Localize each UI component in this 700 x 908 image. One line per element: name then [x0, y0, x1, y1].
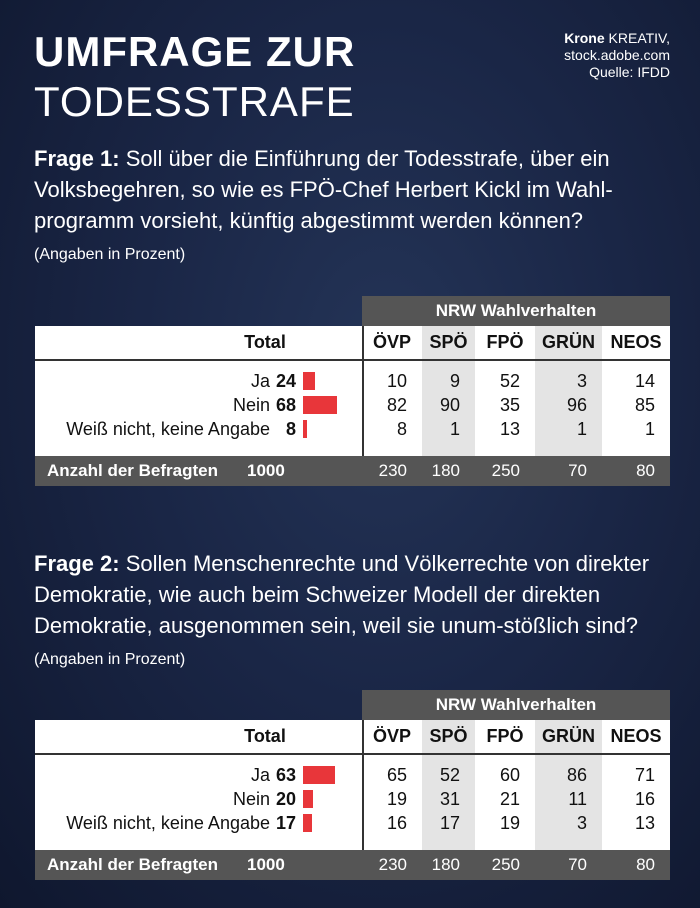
table-cell: 85 [634, 395, 655, 415]
respondents-total: 1000 [247, 855, 285, 874]
divider [35, 359, 670, 361]
credit-stock: stock.adobe.com [564, 47, 670, 63]
table-cell: 17 [439, 813, 460, 833]
credit-rest: KREATIV, [604, 30, 670, 46]
row-label: Nein [232, 789, 270, 809]
respondents-count: 230 [378, 855, 407, 874]
table-2 [35, 690, 670, 880]
column-header: NEOS [610, 726, 662, 746]
table-body [35, 720, 670, 850]
table-cell: 13 [499, 419, 520, 439]
total-header: Total [244, 332, 286, 352]
question-2 [34, 548, 674, 675]
column-header: GRÜN [542, 726, 595, 746]
row-total: 63 [275, 765, 296, 785]
total-bar [303, 396, 337, 414]
column-header: NEOS [610, 332, 662, 352]
table-cell: 1 [644, 419, 655, 439]
question-1 [34, 143, 674, 270]
question-1-note: (Angaben in Prozent) [34, 246, 186, 263]
table-cell: 3 [576, 371, 587, 391]
total-bar [303, 420, 307, 438]
table-cell: 86 [566, 765, 587, 785]
table-cell: 8 [396, 419, 407, 439]
respondents-count: 80 [636, 855, 655, 874]
table-cell: 60 [499, 765, 520, 785]
respondents-count: 250 [491, 855, 520, 874]
table-cell: 1 [449, 419, 460, 439]
table-cell: 3 [576, 813, 587, 833]
respondents-label: Anzahl der Befragten [47, 855, 218, 874]
respondents-count: 230 [378, 461, 407, 480]
total-bar [303, 766, 335, 784]
table-body [35, 326, 670, 456]
credit-source: Quelle: IFDD [589, 64, 670, 80]
column-header: ÖVP [372, 726, 411, 746]
row-total: 8 [285, 419, 296, 439]
row-label: Ja [250, 371, 270, 391]
respondents-count: 70 [568, 855, 587, 874]
respondents-row [35, 456, 670, 486]
group-header: NRW Wahlverhalten [362, 296, 670, 326]
row-label: Weiß nicht, keine Angabe [66, 813, 270, 833]
credit-brand: Krone [564, 30, 605, 46]
row-label: Nein [232, 395, 270, 415]
table-cell: 19 [499, 813, 520, 833]
table-cell: 82 [386, 395, 407, 415]
credits [564, 30, 670, 81]
table-cell: 19 [386, 789, 407, 809]
table-cell: 31 [439, 789, 460, 809]
respondents-row [35, 850, 670, 880]
table-cell: 11 [568, 789, 587, 809]
row-total: 24 [275, 371, 296, 391]
row-total: 68 [275, 395, 296, 415]
table-cell: 65 [386, 765, 407, 785]
title-line-2: TODESSTRAFE [34, 78, 355, 125]
question-1-text: Soll über die Einführung der Todesstrafe, über ein Volksbegehren, so wie es FPÖ-Chef Herbert Kickl im Wahl-programm vorsieht, künftig abgestimmt werden können? [34, 146, 613, 233]
table-cell: 52 [499, 371, 520, 391]
group-header: NRW Wahlverhalten [362, 690, 670, 720]
question-2-note: (Angaben in Prozent) [34, 651, 186, 668]
total-bar [303, 790, 313, 808]
respondents-count: 80 [636, 461, 655, 480]
respondents-count: 180 [431, 855, 460, 874]
column-header: FPÖ [486, 332, 524, 352]
column-header: ÖVP [372, 332, 411, 352]
table-cell: 16 [634, 789, 655, 809]
table-cell: 21 [499, 789, 520, 809]
table-cell: 52 [439, 765, 460, 785]
table-cell: 96 [566, 395, 587, 415]
table-cell: 13 [634, 813, 655, 833]
question-2-text: Sollen Menschenrechte und Völkerrechte von direkter Demokratie, wie auch beim Schweizer Modell der direkten Demokratie, ausgenommen sein, weil sie unum-stößlich sind? [34, 551, 650, 638]
divider [35, 753, 670, 755]
column-header: GRÜN [542, 332, 595, 352]
table-cell: 14 [634, 371, 655, 391]
table-1 [35, 296, 670, 486]
row-label: Ja [250, 765, 270, 785]
table-cell: 16 [386, 813, 407, 833]
total-bar [303, 814, 312, 832]
column-header: SPÖ [429, 726, 468, 746]
respondents-count: 250 [491, 461, 520, 480]
row-label: Weiß nicht, keine Angabe [66, 419, 270, 439]
table-cell: 10 [386, 371, 407, 391]
question-2-label: Frage 2: [34, 551, 120, 576]
respondents-count: 70 [568, 461, 587, 480]
table-cell: 35 [499, 395, 520, 415]
respondents-label: Anzahl der Befragten [47, 461, 218, 480]
total-bar [303, 372, 315, 390]
table-cell: 1 [576, 419, 587, 439]
respondents-total: 1000 [247, 461, 285, 480]
table-cell: 9 [449, 371, 460, 391]
respondents-count: 180 [431, 461, 460, 480]
title-line-1: UMFRAGE ZUR [34, 28, 356, 75]
question-1-label: Frage 1: [34, 146, 120, 171]
row-total: 17 [275, 813, 296, 833]
total-header: Total [244, 726, 286, 746]
column-header: SPÖ [429, 332, 468, 352]
row-total: 20 [275, 789, 296, 809]
table-cell: 90 [439, 395, 460, 415]
column-header: FPÖ [486, 726, 524, 746]
table-cell: 71 [634, 765, 655, 785]
